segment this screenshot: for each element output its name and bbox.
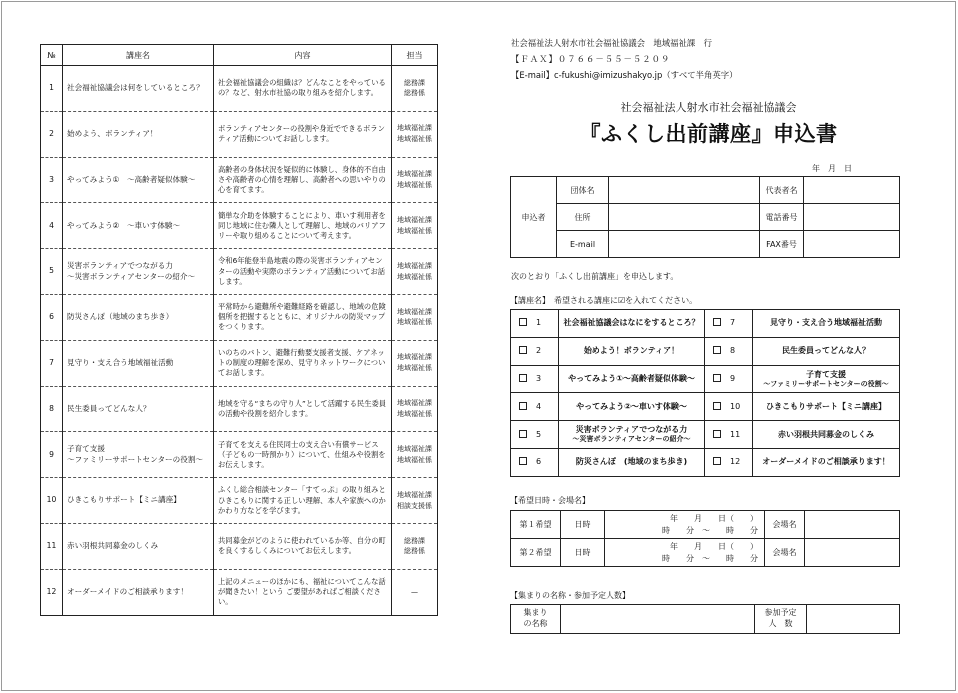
course-name: 子育て支援 xyxy=(806,369,846,379)
email-label: E-mail xyxy=(557,231,609,258)
course-no: 4 xyxy=(536,401,542,411)
dept-line: 地域福祉係 xyxy=(397,226,432,235)
dept-line: 地域福祉課 xyxy=(397,307,432,316)
checkbox-icon[interactable] xyxy=(519,374,527,382)
date-section-title: 【希望日時・会場名】 xyxy=(510,496,590,505)
dept-line: 地域福祉課 xyxy=(397,261,432,270)
dept-line: 総務係 xyxy=(404,89,425,98)
course-select-row xyxy=(511,393,900,421)
course-name: 赤い羽根共同募金のしくみ xyxy=(778,429,874,439)
course-no: 12 xyxy=(730,457,741,467)
choice-label: 第１希望 xyxy=(511,511,561,539)
course-option xyxy=(559,337,705,365)
course-subtitle: ～ファミリーサポートセンターの役割～ xyxy=(763,379,889,388)
checkbox-icon[interactable] xyxy=(519,430,527,438)
row-desc: 子育てを支える住民同士の支え合い有償サービス（子どもの一時預かり）について、仕組みや役割をお伝えします。 xyxy=(214,432,392,478)
course-option xyxy=(559,393,705,421)
dept-line: 地域福祉係 xyxy=(397,272,432,281)
course-name: 見守り・支え合う地域福祉活動 xyxy=(770,318,882,328)
address-label: 住所 xyxy=(557,204,609,231)
course-no: 10 xyxy=(730,401,741,411)
row-desc: 平常時から避難所や避難経路を確認し、地域の危険個所を把握するとともに、オリジナルの防災マップをつくります。 xyxy=(214,294,392,340)
row-desc: 簡単な介助を体験することにより、車いす利用者を同じ地域に住む隣人として理解し、地域のバリアフリーや取り組めることについて考えます。 xyxy=(214,203,392,249)
row-no: 11 xyxy=(41,523,63,569)
course-no: 2 xyxy=(536,346,542,356)
gathering-section-title: 【集まりの名称・参加予定人数】 xyxy=(510,591,630,600)
row-desc: 令和6年能登半島地震の際の災害ボランティアセンターの活動や実際のボランティア活動についてお話します。 xyxy=(214,249,392,295)
checkbox-icon[interactable] xyxy=(713,430,721,438)
course-checkbox-cell[interactable] xyxy=(511,448,559,476)
dept-line: 地域福祉係 xyxy=(397,135,432,144)
header-desc: 内容 xyxy=(214,45,392,66)
checkbox-icon[interactable] xyxy=(519,346,527,354)
row-name: 子育て支援 ～ファミリーサポートセンターの役割～ xyxy=(63,432,214,478)
dept-line: 地域福祉係 xyxy=(397,180,432,189)
course-option xyxy=(753,310,900,338)
venue-field[interactable] xyxy=(805,511,900,539)
schedule-row xyxy=(511,511,900,539)
course-no: 6 xyxy=(536,457,542,467)
course-checkbox-cell[interactable] xyxy=(511,421,559,449)
row-dept xyxy=(392,249,438,295)
participant-count-field[interactable] xyxy=(807,605,900,634)
row-dept xyxy=(392,386,438,432)
row-no: 3 xyxy=(41,157,63,203)
course-list-table xyxy=(40,44,438,616)
dept-line: 地域福祉係 xyxy=(397,364,432,373)
header-name: 講座名 xyxy=(63,45,214,66)
course-checkbox-cell[interactable] xyxy=(705,448,753,476)
course-section-title: 【講座名】 希望される講座に☑を入れてください。 xyxy=(510,296,698,305)
course-no: 5 xyxy=(536,429,542,439)
row-no: 5 xyxy=(41,249,63,295)
dept-line: — xyxy=(411,587,418,596)
applicant-table xyxy=(510,176,900,258)
apply-note: 次のとおり「ふくし出前講座」を申込します。 xyxy=(511,272,679,281)
row-name: やってみよう① ～高齢者疑似体験～ xyxy=(63,157,214,203)
dept-line: 地域福祉課 xyxy=(397,215,432,224)
row-name: 赤い羽根共同募金のしくみ xyxy=(63,523,214,569)
row-no: 8 xyxy=(41,386,63,432)
dept-line: 地域福祉課 xyxy=(397,124,432,133)
rep-field[interactable] xyxy=(804,177,900,204)
checkbox-icon[interactable] xyxy=(713,374,721,382)
row-dept xyxy=(392,111,438,157)
course-name: オーダーメイドのご相談承ります！ xyxy=(762,457,890,467)
table-row xyxy=(41,111,438,157)
row-no: 12 xyxy=(41,569,63,615)
checkbox-icon[interactable] xyxy=(713,318,721,326)
course-no: 7 xyxy=(730,318,736,328)
phone-label: 電話番号 xyxy=(760,204,804,231)
course-select-row xyxy=(511,365,900,393)
row-desc: ふくし総合相談センター「すてっぷ」の取り組みとひきこもりに関する正しい理解、本人や家族へのかかわり方などを学びます。 xyxy=(214,478,392,524)
course-checkbox-cell[interactable] xyxy=(511,393,559,421)
table-row xyxy=(41,66,438,112)
row-no: 7 xyxy=(41,340,63,386)
dept-line: 地域福祉課 xyxy=(397,490,432,499)
dept-line: 地域福祉課 xyxy=(397,399,432,408)
course-no: 1 xyxy=(536,318,542,328)
dept-line: 地域福祉課 xyxy=(397,353,432,362)
datetime-label: 日時 xyxy=(561,539,605,567)
table-row xyxy=(41,203,438,249)
course-checkbox-cell[interactable] xyxy=(511,310,559,338)
course-select-row xyxy=(511,421,900,449)
dept-line: 総務課 xyxy=(404,78,425,87)
phone-field[interactable] xyxy=(804,204,900,231)
row-name: やってみよう② ～車いす体験～ xyxy=(63,203,214,249)
datetime-field[interactable]: 年 月 日（ ） 時 分 ～ 時 分 xyxy=(605,511,765,539)
row-dept xyxy=(392,203,438,249)
course-name: 始めよう！ボランティア！ xyxy=(583,346,680,356)
fax-field[interactable] xyxy=(804,231,900,258)
course-no: 9 xyxy=(730,373,736,383)
header-dept: 担当 xyxy=(392,45,438,66)
course-option xyxy=(559,310,705,338)
row-dept xyxy=(392,157,438,203)
gathering-table xyxy=(510,604,900,634)
row-dept xyxy=(392,66,438,112)
table-row xyxy=(41,294,438,340)
course-no: 3 xyxy=(536,373,542,383)
row-dept xyxy=(392,294,438,340)
course-checkbox-cell[interactable] xyxy=(705,310,753,338)
row-desc: 社会福祉協議会の組織は？どんなことをやっているの？など、射水市社協の取り組みを紹介します。 xyxy=(214,66,392,112)
course-option xyxy=(753,365,900,393)
checkbox-icon[interactable] xyxy=(519,402,527,410)
datetime-field[interactable]: 年 月 日（ ） 時 分 ～ 時 分 xyxy=(605,539,765,567)
course-checkbox-cell[interactable] xyxy=(705,365,753,393)
table-row xyxy=(41,340,438,386)
gathering-name-label: 集まり の名称 xyxy=(511,605,561,634)
table-row xyxy=(41,249,438,295)
dept-line: 地域福祉課 xyxy=(397,444,432,453)
row-no: 1 xyxy=(41,66,63,112)
sender-line: 社会福祉法人射水市社会福祉協議会 地域福祉課 行 xyxy=(511,38,712,48)
dept-line: 総務課 xyxy=(404,536,425,545)
checkbox-icon[interactable] xyxy=(713,346,721,354)
schedule-row xyxy=(511,539,900,567)
course-option xyxy=(753,337,900,365)
form-title: 『ふくし出前講座』申込書 xyxy=(579,122,838,146)
checkbox-icon[interactable] xyxy=(519,318,527,326)
choice-label: 第２希望 xyxy=(511,539,561,567)
course-name: 防災さんぽ (地域のまち歩き) xyxy=(575,457,688,467)
course-name: やってみよう②～車いす体験～ xyxy=(576,401,687,411)
table-row xyxy=(41,157,438,203)
row-no: 9 xyxy=(41,432,63,478)
row-desc: ボランティアセンターの役割や身近でできるボランティア活動についてお話しします。 xyxy=(214,111,392,157)
rep-label: 代表者名 xyxy=(760,177,804,204)
address-field[interactable] xyxy=(609,204,760,231)
fax-label: FAX番号 xyxy=(760,231,804,258)
dept-line: 相談支援係 xyxy=(397,501,432,510)
row-name: 災害ボランティアでつながる力 ～災害ボランティアセンターの紹介～ xyxy=(63,249,214,295)
email-line: 【E-mail】c-fukushi@imizushakyo.jp（すべて半角英字） xyxy=(511,70,738,80)
course-option xyxy=(559,421,705,449)
course-name: 社会福祉協議会はなにをするところ？ xyxy=(563,318,700,328)
fax-line: 【ＦＡＸ】０７６６－５５－５２０９ xyxy=(511,54,671,64)
row-dept xyxy=(392,340,438,386)
table-row xyxy=(41,386,438,432)
course-name: 災害ボランティアでつながる力 xyxy=(575,425,688,435)
row-desc: 共同募金がどのように使われているか等、自分の町を良くするしくみについてお伝えします。 xyxy=(214,523,392,569)
row-no: 4 xyxy=(41,203,63,249)
org-name: 社会福祉法人射水市社会福祉協議会 xyxy=(620,101,797,114)
table-row xyxy=(41,432,438,478)
row-name: 社会福祉協議会は何をしているところ？ xyxy=(63,66,214,112)
checkbox-icon[interactable] xyxy=(713,402,721,410)
row-desc: 地域を守る“まちの守り人”として活躍する民生委員の活動や役割を紹介します。 xyxy=(214,386,392,432)
row-name: オーダーメイドのご相談承ります！ xyxy=(63,569,214,615)
row-no: 2 xyxy=(41,111,63,157)
table-row xyxy=(41,478,438,524)
row-desc: 高齢者の身体状況を疑似的に体験し、身体的不自由さや高齢者の心情を理解し、高齢者への思いやりの心を育てます。 xyxy=(214,157,392,203)
gathering-name-field[interactable] xyxy=(561,605,755,634)
course-subtitle: ～災害ボランティアセンターの紹介～ xyxy=(572,435,691,444)
course-checkbox-cell[interactable] xyxy=(705,421,753,449)
course-select-row xyxy=(511,310,900,338)
venue-label: 会場名 xyxy=(765,511,805,539)
dept-line: 地域福祉係 xyxy=(397,455,432,464)
row-name: 見守り・支え合う地域福祉活動 xyxy=(63,340,214,386)
course-select-row xyxy=(511,337,900,365)
dept-line: 地域福祉係 xyxy=(397,318,432,327)
course-name: ひきこもりサポート【ミニ講座】 xyxy=(766,401,886,411)
course-option xyxy=(753,421,900,449)
course-option xyxy=(559,448,705,476)
row-desc: いのちのバトン、避難行動要支援者支援、ケアネットの制度の理解を深め、見守りネットワークについてお話します。 xyxy=(214,340,392,386)
row-name: 民生委員ってどんな人？ xyxy=(63,386,214,432)
row-name: 始めよう、ボランティア！ xyxy=(63,111,214,157)
course-option xyxy=(753,448,900,476)
row-dept xyxy=(392,523,438,569)
dept-line: 地域福祉課 xyxy=(397,170,432,179)
venue-field[interactable] xyxy=(805,539,900,567)
applicant-label: 申込者 xyxy=(511,177,557,258)
row-dept xyxy=(392,569,438,615)
course-list-header xyxy=(41,45,438,66)
row-name: 防災さんぽ（地域のまち歩き） xyxy=(63,294,214,340)
table-row xyxy=(41,569,438,615)
course-option xyxy=(753,393,900,421)
table-row xyxy=(41,523,438,569)
course-select-table xyxy=(510,309,900,477)
course-no: 11 xyxy=(730,429,741,439)
course-name: やってみよう①～高齢者疑似体験～ xyxy=(568,373,695,383)
schedule-table xyxy=(510,510,900,567)
email-field[interactable] xyxy=(609,231,760,258)
course-option xyxy=(559,365,705,393)
row-dept xyxy=(392,478,438,524)
course-checkbox-cell[interactable] xyxy=(705,337,753,365)
row-name: ひきこもりサポート【ミニ講座】 xyxy=(63,478,214,524)
form-date: 年 月 日 xyxy=(812,164,852,173)
course-checkbox-cell[interactable] xyxy=(511,337,559,365)
row-desc: 上記のメニューのほかにも、福祉についてこんな話が聞きたい！という ご要望があればご相談ください。 xyxy=(214,569,392,615)
group-label: 団体名 xyxy=(557,177,609,204)
dept-line: 総務係 xyxy=(404,547,425,556)
course-no: 8 xyxy=(730,346,736,356)
checkbox-icon[interactable] xyxy=(519,457,527,465)
participant-count-label: 参加予定 人 数 xyxy=(755,605,807,634)
dept-line: 地域福祉係 xyxy=(397,409,432,418)
checkbox-icon[interactable] xyxy=(713,457,721,465)
row-dept xyxy=(392,432,438,478)
course-checkbox-cell[interactable] xyxy=(511,365,559,393)
group-field[interactable] xyxy=(609,177,760,204)
course-name: 民生委員ってどんな人？ xyxy=(782,346,870,356)
row-no: 6 xyxy=(41,294,63,340)
header-no: № xyxy=(41,45,63,66)
row-no: 10 xyxy=(41,478,63,524)
course-select-row xyxy=(511,448,900,476)
datetime-label: 日時 xyxy=(561,511,605,539)
venue-label: 会場名 xyxy=(765,539,805,567)
course-checkbox-cell[interactable] xyxy=(705,393,753,421)
